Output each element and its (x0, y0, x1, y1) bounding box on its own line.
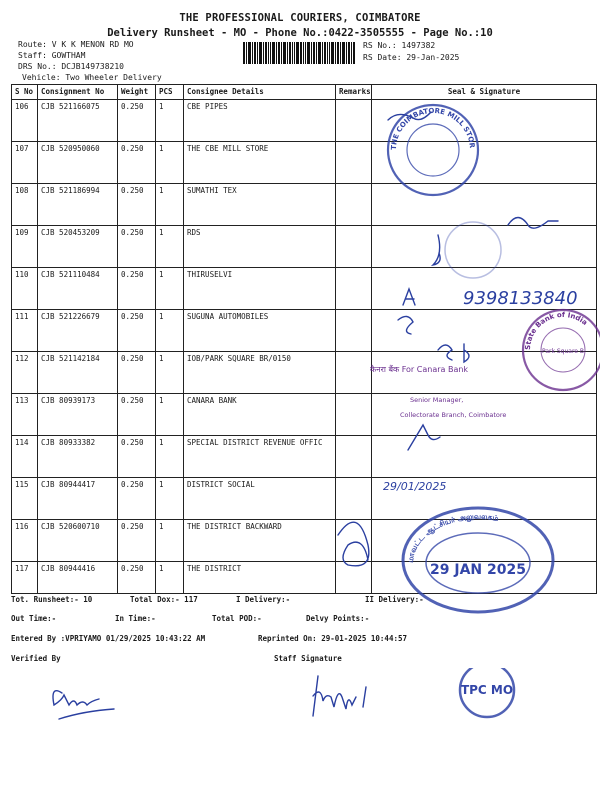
cell-remarks (336, 268, 372, 310)
cell-consignment: CJB 80939173 (38, 394, 118, 436)
cell-consignee: SPECIAL DISTRICT REVENUE OFFIC (184, 436, 336, 478)
cell-consignee: THE CBE MILL STORE (184, 142, 336, 184)
barcode (243, 42, 355, 64)
staff-text: Staff: GOWTHAM (18, 51, 86, 60)
cell-sno: 117 (12, 562, 38, 594)
svg-text:மாவட்ட ஆட்சியர் அலுவலகம் (406, 512, 501, 563)
staff-signature-label: Staff Signature (274, 654, 342, 663)
date-stamp-text: 29 JAN 2025 (430, 562, 526, 578)
cell-sno: 107 (12, 142, 38, 184)
staff-signature (313, 676, 366, 716)
cell-pcs: 1 (156, 310, 184, 352)
delivered-date-scrawl: 29/01/2025 (383, 480, 447, 493)
cell-consignment: CJB 80944417 (38, 478, 118, 520)
cell-pcs: 1 (156, 394, 184, 436)
cell-pcs: 1 (156, 352, 184, 394)
signature-112 (438, 344, 469, 362)
cell-weight: 0.250 (118, 310, 156, 352)
phone-scrawl: 9398133840 (463, 288, 578, 309)
runsheet-subtitle: Delivery Runsheet - MO - Phone No.:0422-3505555 - Page No.:10 (107, 27, 493, 39)
rs-date: RS Date: 29-Jan-2025 (363, 53, 460, 62)
cell-pcs: 1 (156, 478, 184, 520)
cell-consignment: CJB 521186994 (38, 184, 118, 226)
cell-consignment: CJB 520600710 (38, 520, 118, 562)
cell-remarks (336, 226, 372, 268)
reprinted-on: Reprinted On: 29-01-2025 10:44:57 (258, 634, 408, 643)
cell-remarks (336, 394, 372, 436)
cell-sno: 114 (12, 436, 38, 478)
cell-weight: 0.250 (118, 520, 156, 562)
cell-sno: 110 (12, 268, 38, 310)
cell-sno: 113 (12, 394, 38, 436)
cell-pcs: 1 (156, 436, 184, 478)
signature-109 (433, 235, 440, 265)
svg-text:State Bank of India (524, 311, 589, 350)
sbi-seal-text: State Bank of India (523, 310, 589, 351)
cell-weight: 0.250 (118, 100, 156, 142)
cell-pcs: 1 (156, 226, 184, 268)
cell-consignee: THIRUSELVI (184, 268, 336, 310)
cell-weight: 0.250 (118, 142, 156, 184)
cell-consignment: CJB 521166075 (38, 100, 118, 142)
cell-weight: 0.250 (118, 352, 156, 394)
canara-manager-stamp: Senior Manager, (410, 396, 464, 404)
cell-consignment: CJB 80944416 (38, 562, 118, 594)
cell-sno: 109 (12, 226, 38, 268)
vehicle-text: Vehicle: Two Wheeler Delivery (22, 73, 162, 82)
col-pcs: PCS (156, 85, 184, 100)
cell-consignee: THE DISTRICT (184, 562, 336, 594)
cell-pcs: 1 (156, 520, 184, 562)
cell-weight: 0.250 (118, 226, 156, 268)
cell-weight: 0.250 (118, 436, 156, 478)
in-time: In Time:- (115, 614, 156, 623)
cell-sno: 115 (12, 478, 38, 520)
cell-pcs: 1 (156, 184, 184, 226)
sbi-seal-stamp (523, 310, 600, 390)
cell-weight: 0.250 (118, 268, 156, 310)
cell-consignee: THE DISTRICT BACKWARD (184, 520, 336, 562)
cell-remarks (336, 478, 372, 520)
faint-seal-stamp (445, 222, 501, 278)
entered-by: Entered By :VPRIYAMO 01/29/2025 10:43:22 AM (11, 634, 206, 643)
supplies-seal-text: THE COIMBATORE MILL STORES & GENERAL SUPPLIES CO. (374, 89, 477, 151)
verified-signature (53, 691, 114, 719)
cell-consignment: CJB 520950060 (38, 142, 118, 184)
cell-pcs: 1 (156, 100, 184, 142)
cell-remarks (336, 184, 372, 226)
supplies-seal-stamp (375, 89, 478, 195)
cell-sno: 106 (12, 100, 38, 142)
cell-consignment: CJB 80933382 (38, 436, 118, 478)
cell-remarks (336, 142, 372, 184)
cell-sno: 116 (12, 520, 38, 562)
cell-weight: 0.250 (118, 478, 156, 520)
cell-weight: 0.250 (118, 562, 156, 594)
col-sno: S No (12, 85, 38, 100)
total-dox: Total Dox:- 117 (130, 595, 198, 604)
cell-pcs: 1 (156, 562, 184, 594)
cell-consignee: CANARA BANK (184, 394, 336, 436)
cell-consignee: SUMATHI TEX (184, 184, 336, 226)
col-seal: Seal & Signature (372, 85, 597, 100)
total-pod: Total POD:- (212, 614, 262, 623)
tpc-seal-stamp (460, 668, 514, 717)
tpc-seal-text: TPC MO (460, 683, 514, 697)
canara-hindi-stamp: कैनरा बैंक For Canara Bank (370, 365, 469, 374)
cell-consignment: CJB 521226679 (38, 310, 118, 352)
verified-by: Verified By (11, 654, 61, 663)
cell-remarks (336, 100, 372, 142)
signature-114 (408, 425, 440, 450)
cell-weight: 0.250 (118, 184, 156, 226)
cell-remarks (336, 352, 372, 394)
signature-111 (403, 289, 415, 305)
col-consignment: Consignment No (38, 85, 118, 100)
cell-pcs: 1 (156, 268, 184, 310)
cell-consignee: IOB/PARK SQUARE BR/0150 (184, 352, 336, 394)
cell-sno: 108 (12, 184, 38, 226)
cell-consignment: CJB 520453209 (38, 226, 118, 268)
ii-delivery: II Delivery:- (365, 595, 424, 604)
cell-remarks (336, 310, 372, 352)
cell-pcs: 1 (156, 142, 184, 184)
drs-number: DRS No.: DCJB149738210 (18, 62, 124, 71)
col-remarks: Remarks (336, 85, 372, 100)
i-delivery: I Delivery:- (236, 595, 291, 604)
canara-branch-stamp: Collectorate Branch, Coimbatore (400, 411, 507, 419)
cell-consignee: CBE PIPES (184, 100, 336, 142)
cell-consignee: SUGUNA AUTOMOBILES (184, 310, 336, 352)
tamil-seal-text: மாவட்ட ஆட்சியர் அலுவலகம் (405, 511, 500, 564)
cell-weight: 0.250 (118, 394, 156, 436)
out-time: Out Time:- (11, 614, 57, 623)
tot-runsheet: Tot. Runsheet:- 10 (11, 595, 93, 604)
col-weight: Weight (118, 85, 156, 100)
rs-number: RS No.: 1497382 (363, 41, 436, 50)
cell-consignee: DISTRICT SOCIAL (184, 478, 336, 520)
cell-sno: 112 (12, 352, 38, 394)
delvy-points: Delvy Points:- (306, 614, 370, 623)
company-title: THE PROFESSIONAL COURIERS, COIMBATORE (179, 12, 421, 24)
sbi-branch-text: Park Square B (541, 348, 585, 355)
signature-109b (508, 218, 558, 229)
cell-consignment: CJB 521110484 (38, 268, 118, 310)
cell-sno: 111 (12, 310, 38, 352)
cell-remarks (336, 436, 372, 478)
svg-text:THE COIMBATORE MILL STORES & G (375, 89, 476, 150)
date-seal-stamp (403, 508, 553, 612)
cell-consignee: RDS (184, 226, 336, 268)
cell-consignment: CJB 521142184 (38, 352, 118, 394)
col-consignee: Consignee Details (184, 85, 336, 100)
route-text: Route: V K K MENON RD MO (18, 40, 134, 49)
signature-111b (398, 316, 413, 334)
footer-signatures (0, 668, 600, 748)
